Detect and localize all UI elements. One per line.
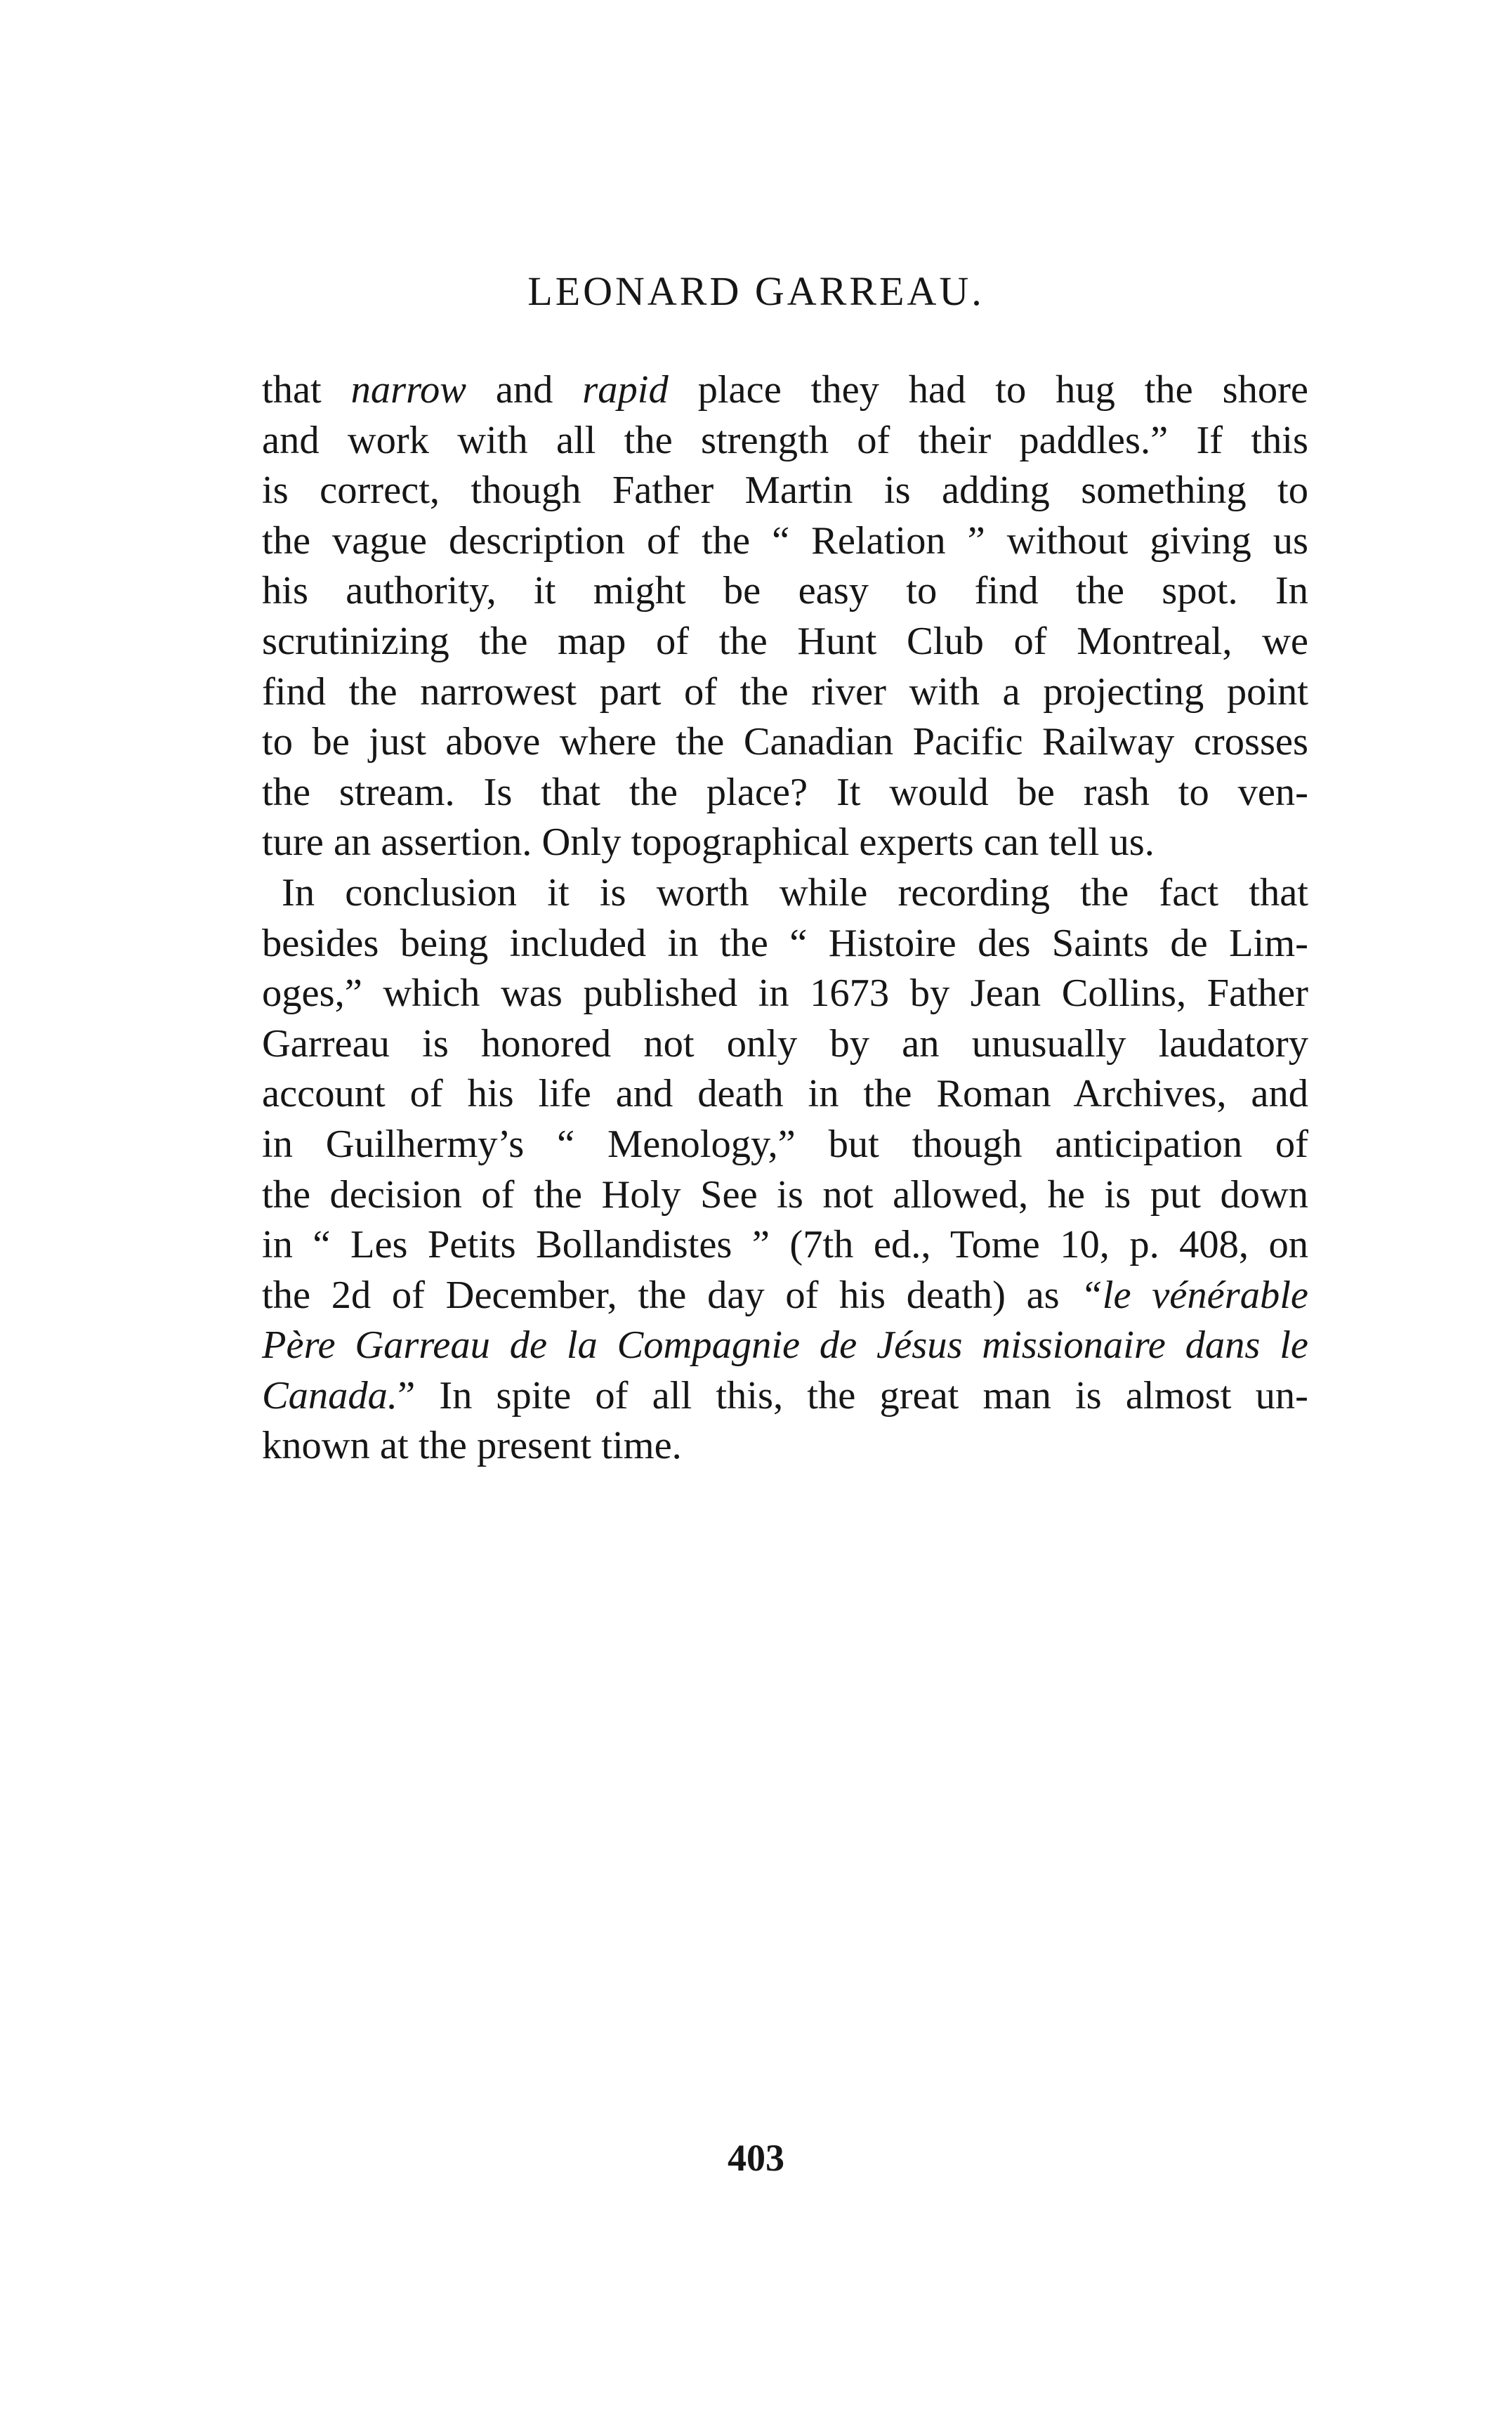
text-line — [262, 1421, 1308, 1472]
text-line — [262, 566, 1308, 617]
text-segment: ” In spite of all this, the great man is almost un- — [397, 1373, 1308, 1418]
text-segment: and — [466, 368, 583, 412]
text-segment: to be just above where the Canadian Pacific Railway crosses — [262, 720, 1308, 764]
italic-text: Canada. — [262, 1373, 398, 1418]
text-segment: and work with all the strength of their paddles.” If this — [262, 418, 1308, 462]
text-line — [262, 1371, 1308, 1422]
text-line — [262, 667, 1308, 718]
text-segment: the 2d of December, the day of his death) as — [262, 1273, 1081, 1317]
text-line — [262, 717, 1308, 768]
text-line — [262, 516, 1308, 567]
text-line — [262, 466, 1308, 516]
page-number: 403 — [728, 2137, 784, 2179]
text-line — [262, 617, 1308, 667]
text-line — [262, 818, 1308, 868]
text-segment: place they had to hug the shore — [668, 368, 1308, 412]
text-segment: scrutinizing the map of the Hunt Club of Montreal, we — [262, 619, 1308, 663]
text-segment: that — [262, 368, 351, 412]
text-line — [262, 969, 1308, 1019]
text-line — [262, 1321, 1308, 1371]
text-segment: known at the present time. — [262, 1424, 682, 1468]
text-segment: is correct, though Father Martin is adding something to — [262, 469, 1308, 513]
italic-text: rapid — [582, 368, 669, 412]
text-line — [262, 1220, 1308, 1271]
text-line — [262, 365, 1308, 416]
text-line — [262, 1170, 1308, 1221]
text-segment: the decision of the Holy See is not allowed, he is put down — [262, 1172, 1308, 1217]
text-line — [262, 1271, 1308, 1321]
running-head: LEONARD GARREAU. — [527, 268, 985, 314]
text-segment: besides being included in the “ Histoire des Saints de Lim- — [262, 921, 1308, 965]
text-segment: the stream. Is that the place? It would be rash to ven- — [262, 770, 1308, 814]
text-segment: the vague description of the “ Relation ” without giving us — [262, 518, 1308, 563]
italic-text: narrow — [350, 368, 466, 412]
text-segment: in Guilhermy’s “ Menology,” but though anticipation of — [262, 1122, 1308, 1166]
italic-text: “le vénérable — [1080, 1273, 1308, 1317]
italic-text: Père Garreau de la Compagnie de Jésus missionaire dans le — [262, 1323, 1308, 1368]
text-segment: his authority, it might be easy to find the spot. In — [262, 569, 1308, 613]
text-segment: find the narrowest part of the river with a projecting point — [262, 669, 1308, 714]
text-line — [262, 919, 1308, 969]
text-line — [262, 416, 1308, 466]
text-segment: In conclusion it is worth while recording the fact that — [282, 870, 1308, 915]
text-line — [262, 1120, 1308, 1170]
text-segment: oges,” which was published in 1673 by Jean Collins, Father — [262, 971, 1308, 1016]
text-line — [262, 1069, 1308, 1120]
text-segment: account of his life and death in the Roman Archives, and — [262, 1072, 1308, 1116]
text-segment: Garreau is honored not only by an unusually laudatory — [262, 1021, 1308, 1066]
text-segment: in “ Les Petits Bollandistes ” (7th ed., Tome 10, p. 408, on — [262, 1223, 1308, 1267]
text-segment: ture an assertion. Only topographical experts can tell us. — [262, 820, 1155, 865]
text-line — [262, 768, 1308, 818]
body-text — [262, 365, 1308, 1472]
text-line — [262, 1019, 1308, 1070]
text-line — [262, 868, 1308, 919]
